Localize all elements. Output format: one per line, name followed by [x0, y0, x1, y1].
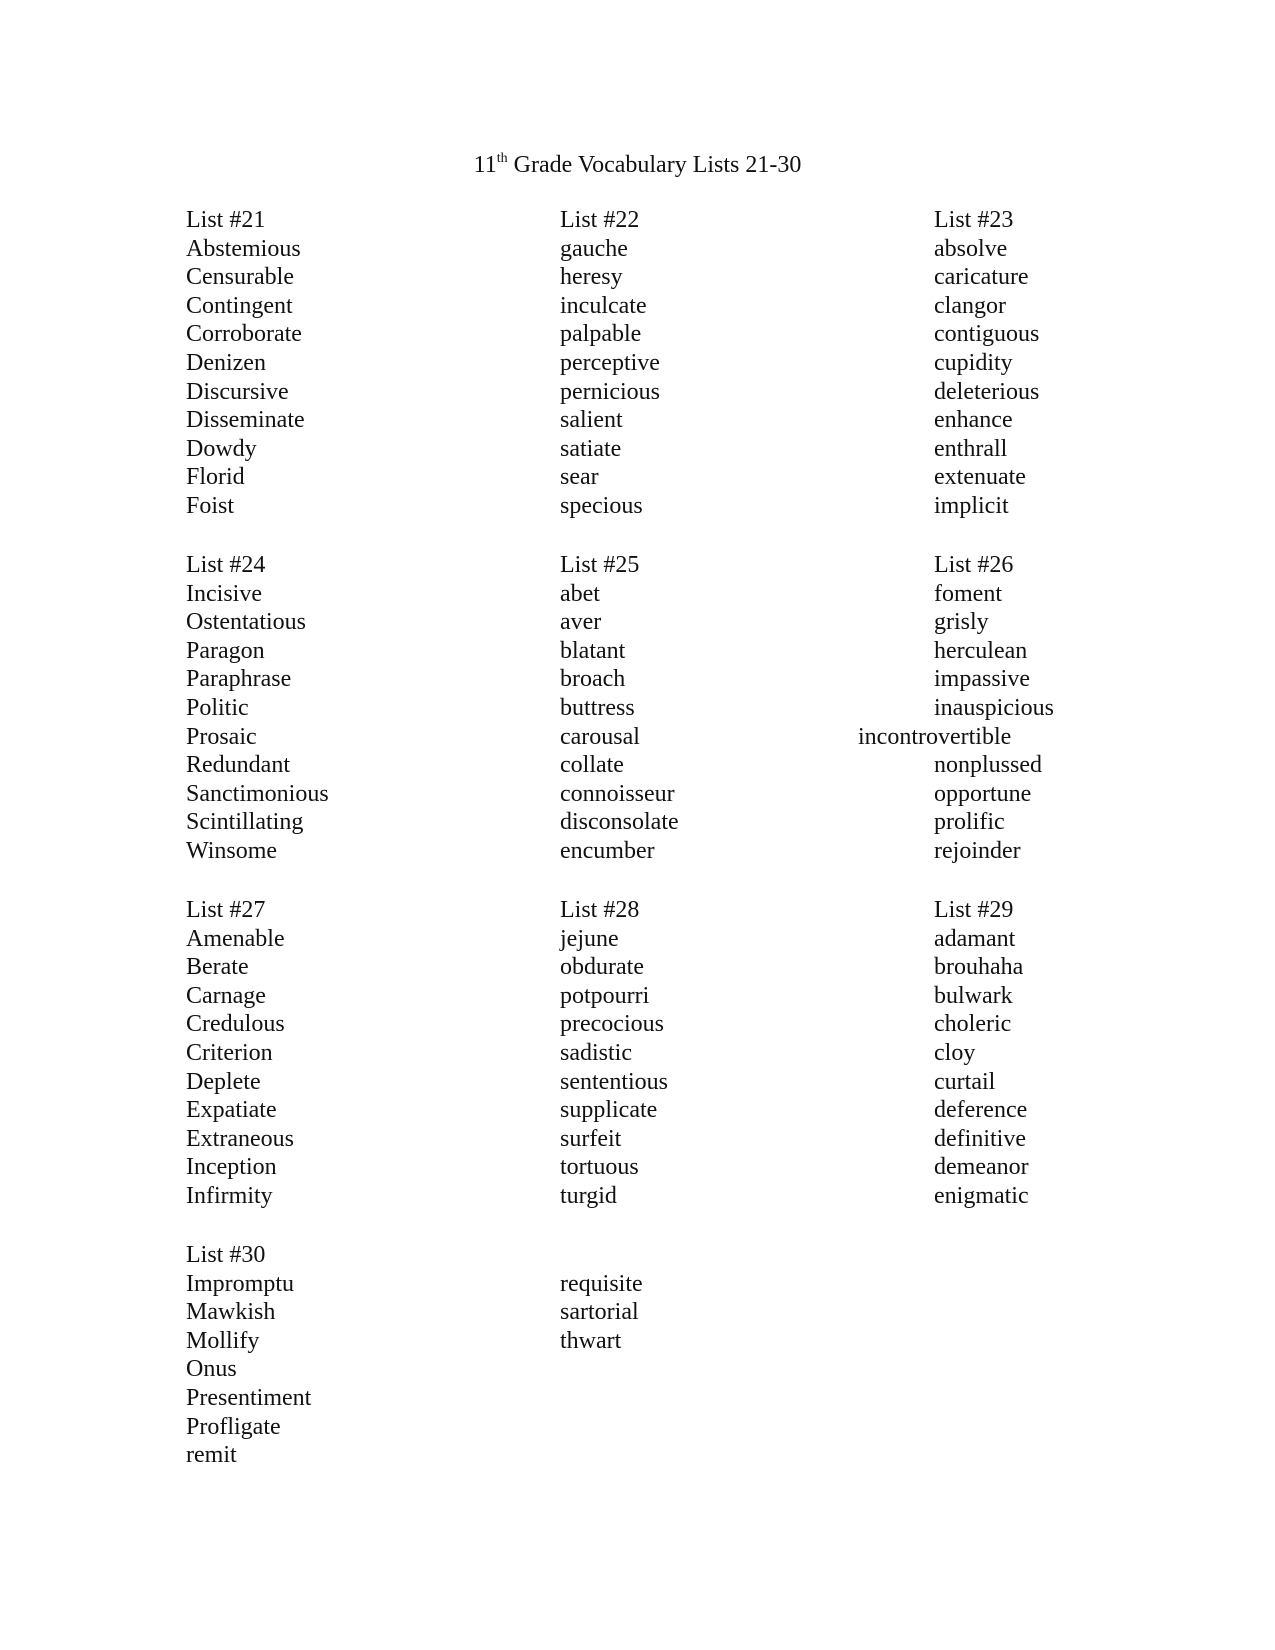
vocab-word: Denizen	[186, 349, 266, 376]
vocab-word: disconsolate	[560, 809, 679, 836]
vocab-list-29	[934, 896, 1029, 1211]
vocab-word: enthrall	[934, 435, 1008, 462]
vocab-word: enigmatic	[934, 1182, 1029, 1209]
vocab-word: Infirmity	[186, 1182, 273, 1209]
vocab-word: thwart	[560, 1327, 622, 1354]
vocab-word: contiguous	[934, 321, 1040, 348]
vocab-word: Abstemious	[186, 235, 301, 262]
vocab-word: inauspicious	[934, 694, 1054, 721]
vocab-word: cloy	[934, 1039, 976, 1066]
vocab-list-25	[560, 551, 679, 866]
vocab-word: encumber	[560, 837, 655, 864]
vocab-word: tortuous	[560, 1154, 639, 1181]
list-heading: List #27	[186, 897, 266, 923]
vocab-list-22	[560, 206, 660, 521]
vocab-word: nonplussed	[934, 752, 1042, 779]
vocab-word: demeanor	[934, 1154, 1029, 1181]
vocab-word: incontrovertible	[858, 723, 1012, 750]
vocab-word: caricature	[934, 264, 1029, 291]
vocab-word: Berate	[186, 954, 249, 981]
vocab-word: Mollify	[186, 1327, 260, 1354]
vocab-word: turgid	[560, 1182, 617, 1209]
vocab-word: potpourri	[560, 982, 650, 1009]
list-heading: List #26	[934, 552, 1014, 578]
vocab-word: abet	[560, 580, 600, 607]
vocab-word: buttress	[560, 694, 635, 721]
vocab-list-24	[186, 551, 329, 866]
vocab-word: Criterion	[186, 1039, 273, 1066]
vocab-word: Sanctimonious	[186, 780, 329, 807]
vocab-word: Amenable	[186, 925, 285, 952]
vocab-word: Florid	[186, 464, 245, 491]
vocab-word: satiate	[560, 435, 622, 462]
vocab-list-26	[858, 551, 1054, 866]
vocab-word: foment	[934, 580, 1002, 607]
vocab-word: broach	[560, 666, 626, 693]
vocab-word: definitive	[934, 1125, 1026, 1152]
vocab-word: Carnage	[186, 982, 266, 1009]
vocab-word: Disseminate	[186, 407, 305, 434]
vocab-word: specious	[560, 492, 643, 519]
vocab-word: enhance	[934, 407, 1013, 434]
vocab-word: connoisseur	[560, 780, 675, 807]
vocab-word: sententious	[560, 1068, 668, 1095]
list-heading: List #28	[560, 897, 640, 923]
vocab-word: blatant	[560, 637, 626, 664]
vocab-word: Scintillating	[186, 809, 304, 836]
vocab-word: Censurable	[186, 264, 294, 291]
vocab-word: Onus	[186, 1356, 237, 1383]
vocab-word: sadistic	[560, 1039, 632, 1066]
vocab-word: precocious	[560, 1011, 664, 1038]
vocab-word: obdurate	[560, 954, 644, 981]
vocab-word: herculean	[934, 637, 1028, 664]
vocab-list-30-continued	[560, 1270, 643, 1356]
vocab-word: Foist	[186, 492, 235, 519]
vocab-word: Dowdy	[186, 435, 257, 462]
vocab-word: opportune	[934, 780, 1032, 807]
vocab-word: curtail	[934, 1068, 996, 1095]
vocab-word: pernicious	[560, 378, 660, 405]
vocab-word: Incisive	[186, 580, 262, 607]
list-heading: List #21	[186, 207, 266, 233]
title-text: Grade Vocabulary Lists 21-30	[507, 152, 802, 178]
vocab-word: inculcate	[560, 292, 647, 319]
page-title	[0, 150, 1275, 184]
vocab-word: supplicate	[560, 1097, 658, 1124]
vocab-word: Credulous	[186, 1011, 285, 1038]
vocab-word: perceptive	[560, 349, 660, 376]
vocab-word: sartorial	[560, 1299, 639, 1326]
vocab-word: grisly	[934, 609, 989, 636]
vocab-word: requisite	[560, 1270, 643, 1297]
vocab-word: Discursive	[186, 378, 289, 405]
vocab-word: gauche	[560, 235, 628, 262]
vocab-list-30	[186, 1241, 311, 1470]
vocab-word: heresy	[560, 264, 623, 291]
vocab-word: Mawkish	[186, 1299, 276, 1326]
vocab-word: Deplete	[186, 1068, 261, 1095]
vocab-list-27	[186, 896, 294, 1211]
vocab-word: deleterious	[934, 378, 1040, 405]
vocab-word: clangor	[934, 292, 1006, 319]
list-heading: List #23	[934, 207, 1014, 233]
grade-number: 11	[473, 152, 497, 178]
vocab-word: Presentiment	[186, 1384, 312, 1411]
vocab-word: cupidity	[934, 349, 1013, 376]
list-heading: List #24	[186, 552, 266, 578]
vocab-word: adamant	[934, 925, 1016, 952]
vocab-word: Politic	[186, 694, 249, 721]
list-heading: List #30	[186, 1242, 266, 1268]
vocab-word: Impromptu	[186, 1270, 294, 1297]
vocab-word: carousal	[560, 723, 640, 750]
vocab-word: salient	[560, 407, 623, 434]
list-heading: List #22	[560, 207, 640, 233]
vocab-word: Inception	[186, 1154, 277, 1181]
vocab-word: remit	[186, 1442, 237, 1469]
vocab-word: extenuate	[934, 464, 1026, 491]
grade-suffix: th	[496, 151, 508, 166]
vocab-word: Prosaic	[186, 723, 257, 750]
vocab-list-28	[560, 896, 668, 1211]
list-heading: List #29	[934, 897, 1014, 923]
vocab-list-23	[934, 206, 1039, 521]
vocab-word: collate	[560, 752, 624, 779]
vocab-word: Extraneous	[186, 1125, 294, 1152]
vocab-word: choleric	[934, 1011, 1012, 1038]
vocab-word: Winsome	[186, 837, 278, 864]
vocab-word: jejune	[560, 925, 619, 952]
vocab-word: rejoinder	[934, 837, 1021, 864]
vocab-word: surfeit	[560, 1125, 622, 1152]
vocab-word: Ostentatious	[186, 609, 306, 636]
vocab-word: Corroborate	[186, 321, 302, 348]
vocab-word: palpable	[560, 321, 642, 348]
vocab-word: aver	[560, 609, 602, 636]
vocab-word: implicit	[934, 492, 1009, 519]
vocab-word: bulwark	[934, 982, 1013, 1009]
vocab-word: Profligate	[186, 1413, 281, 1440]
vocab-list-21	[186, 206, 305, 521]
vocab-word: sear	[560, 464, 599, 491]
vocab-word: Redundant	[186, 752, 290, 779]
vocab-word: brouhaha	[934, 954, 1024, 981]
vocab-word: impassive	[934, 666, 1030, 693]
vocab-word: absolve	[934, 235, 1008, 262]
vocab-word: Paraphrase	[186, 666, 292, 693]
vocab-word: Contingent	[186, 292, 293, 319]
vocab-word: deference	[934, 1097, 1028, 1124]
list-heading: List #25	[560, 552, 640, 578]
vocab-word: Expatiate	[186, 1097, 277, 1124]
vocab-word: Paragon	[186, 637, 265, 664]
vocab-word: prolific	[934, 809, 1005, 836]
